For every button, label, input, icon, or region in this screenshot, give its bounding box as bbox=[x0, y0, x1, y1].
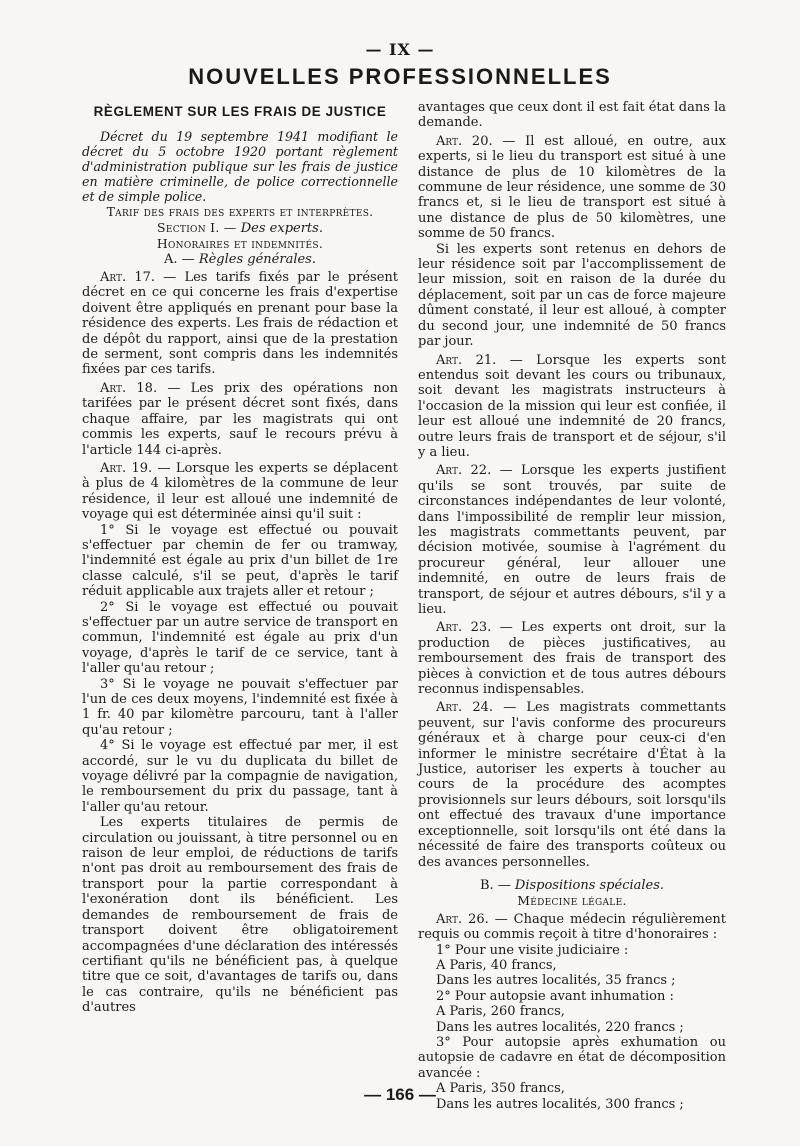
dispositions-heading: B. — Dispositions spéciales. bbox=[479, 877, 665, 893]
right-column bbox=[418, 100, 726, 1112]
article-17: Art. 17. — Les tarifs fixés par le présent décret en ce qui concerne les frais d'expertise doivent être appliqués en prenant pour base la résidence des experts. Les frais de rédaction et de dépôt du rapport, ainsi que de la prestation de serment, sont compris dans les indemnités fixées par ces tarifs. bbox=[82, 270, 398, 378]
article-19: Art. 19. — Lorsque les experts se déplacent à plus de 4 kilomètres de la commune de leur résidence, il leur est alloué une indemnité de voyage qui est déterminée ainsi qu'il suit : bbox=[82, 460, 398, 523]
tarif-heading: Tarif des frais des experts et interprètes. bbox=[106, 204, 374, 220]
article-19-item-3: 3° Si le voyage ne pouvait s'effectuer par l'un de ces deux moyens, l'indemnité est fixée à 1 fr. 40 par kilomètre parcouru, tant à l'aller qu'au retour ; bbox=[82, 676, 398, 738]
article-26-item-2: 2° Pour autopsie avant inhumation : bbox=[436, 988, 674, 1004]
honoraires-heading: Honoraires et indemnités. bbox=[156, 236, 324, 252]
continuation-text: avantages que ceux dont il est fait état dans la demande. bbox=[418, 100, 726, 131]
page-number: — 166 — bbox=[364, 1085, 436, 1104]
article-20: Art. 20. — Il est alloué, en outre, aux experts, si le lieu du transport est situé à une distance de plus de 10 kilomètres de la commune de leur résidence, une somme de 30 francs et, si le lieu de transport est situé à une distance de plus de 50 kilomètres, une somme de 50 francs. bbox=[418, 133, 726, 242]
article-21: Art. 21. — Lorsque les experts sont entendus soit devant les cours ou tribunaux, soit devant les magistrats instructeurs à l'occasion de la mission qui leur est confiée, il leur est alloué une indemnité de 20 francs, outre leurs frais de transport et de séjour, s'il y a lieu. bbox=[418, 352, 726, 460]
article-19-paragraph: Les experts titulaires de permis de circulation ou jouissant, à titre personnel ou en raison de leur emploi, de réductions de tarifs n'ont pas droit au remboursement des frais de transport pour la partie correspondant à l'exonération dont ils bénéficient. Les demandes de remboursement de frais de transport doivent être obligatoirement accompagnées d'une déclaration des intéressés certifiant qu'ils ne bénéficient pas, à quelque titre que ce soit, d'avantages de tarifs ou, dans le cas contraire, qu'ils ne bénéficient pas d'autres bbox=[82, 815, 398, 1016]
article-18: Art. 18. — Les prix des opérations non tarifées par le présent décret sont fixés, dans chaque affaire, par les magistrats qui ont commis les experts, sauf le recours prévu à l'article 144 ci-après. bbox=[82, 380, 398, 458]
article-22: Art. 22. — Lorsque les experts justifient qu'ils se sont trouvés, par suite de circonstances indépendantes de leur volonté, dans l'impossibilité de remplir leur mission, les magistrats commettants peuvent, par décision motivée, soumise à l'agrément du procureur général, leur allouer une indemnité, en outre de leurs frais de transport, de séjour et autres débours, s'il y a lieu. bbox=[418, 463, 727, 617]
article-26: Art. 26. — Chaque médecin régulièrement requis ou commis reçoit à titre d'honoraires : bbox=[418, 911, 726, 943]
article-26-item-3: 3° Pour autopsie après exhumation ou autopsie de cadavre en état de décomposition avancée : bbox=[418, 1034, 726, 1081]
article-19-item-1: 1° Si le voyage est effectué ou pouvait s'effectuer par chemin de fer ou tramway, l'indemnité est égale au prix d'un billet de 1re classe calculé, s'il se peut, d'après le tarif réduit applicable aux trajets aller et retour ; bbox=[82, 522, 398, 600]
left-column bbox=[82, 100, 398, 1016]
page-title: NOUVELLES PROFESSIONNELLES bbox=[188, 64, 612, 89]
article-26-item-3b: Dans les autres localités, 300 francs ; bbox=[436, 1096, 684, 1112]
article-26-item-1a: A Paris, 40 francs, bbox=[436, 957, 557, 973]
decree-summary: Décret du 19 septembre 1941 modifiant le décret du 5 octobre 1920 portant règlement d'administration publique sur les frais de justice en matière criminelle, de police correctionnelle et de simple police. bbox=[82, 129, 398, 205]
article-23: Art. 23. — Les experts ont droit, sur la production de pièces justificatives, au remboursement des frais de transport des pièces à conviction et de tous autres débours reconnus indispensables. bbox=[418, 620, 726, 698]
article-26-item-2a: A Paris, 260 francs, bbox=[436, 1004, 565, 1020]
regulation-heading: RÈGLEMENT SUR LES FRAIS DE JUSTICE bbox=[93, 104, 387, 119]
article-19-item-2: 2° Si le voyage est effectué ou pouvait s'effectuer par un autre service de transport en commun, l'indemnité est égale au prix d'un voyage, d'après le tarif de ce service, tant à l'aller qu'au retour ; bbox=[82, 599, 398, 677]
article-24: Art. 24. — Les magistrats commettants peuvent, sur l'avis conforme des procureurs généraux et à charge pour ceux-ci d'en informer le ministre secrétaire d'État à la Justice, autoriser les experts à toucher au cours de la procédure des acomptes provisionnels sur leurs débours, soit lorsqu'ils ont effectué des travaux d'une importance exceptionnelle, soit lorsqu'ils ont été dans la nécessité de faire des transports coûteux ou des avances personnelles. bbox=[418, 700, 727, 870]
section-heading: Section I. — Des experts. bbox=[157, 219, 323, 236]
article-20-paragraph: Si les experts sont retenus en dehors de leur résidence soit par l'accomplissement de leur mission, soit en raison de la durée du déplacement, soit par un cas de force majeure dûment constaté, il leur est alloué, à compter du second jour, une indemnité de 50 francs par jour. bbox=[418, 241, 726, 350]
article-26-item-1b: Dans les autres localités, 35 francs ; bbox=[436, 973, 676, 989]
medecine-heading: Médecine légale. bbox=[517, 893, 627, 909]
article-19-item-4: 4° Si le voyage est effectué par mer, il est accordé, sur le vu du duplicata du billet de voyage délivré par la compagnie de navigation, le remboursement du prix du passage, tant à l'aller qu'au retour. bbox=[82, 738, 398, 815]
regles-heading: A. — Règles générales. bbox=[164, 251, 316, 267]
article-26-item-1: 1° Pour une visite judiciaire : bbox=[436, 942, 629, 958]
article-26-item-3a: A Paris, 350 francs, bbox=[436, 1081, 565, 1097]
article-26-item-2b: Dans les autres localités, 220 francs ; bbox=[436, 1019, 684, 1035]
page-roman-number: — IX — bbox=[365, 40, 435, 59]
